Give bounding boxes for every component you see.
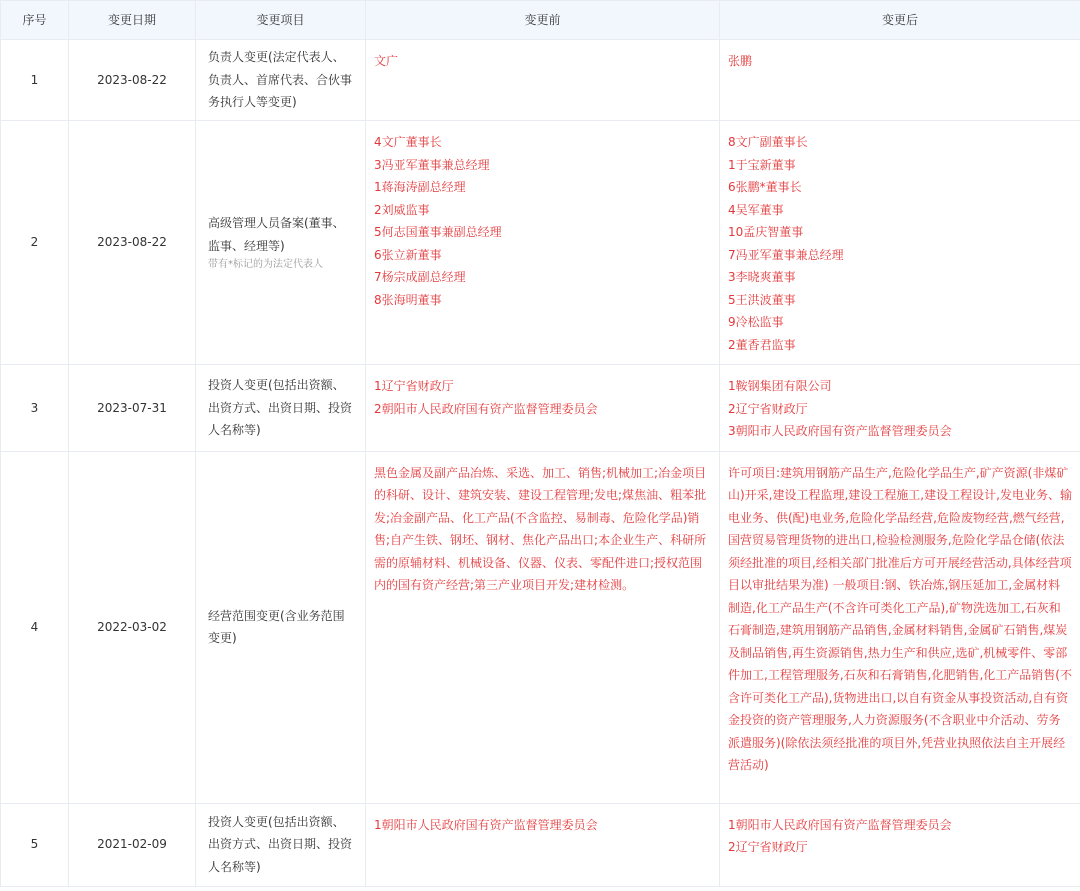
header-date: 变更日期	[69, 1, 196, 40]
row-index: 5	[1, 803, 69, 886]
before-value: 1辽宁省财政厅	[374, 379, 454, 393]
table-row	[1, 40, 1080, 121]
change-item-label: 投资人变更(包括出资额、出资方式、出资日期、投资人名称等)	[208, 814, 353, 874]
before-value: 2刘威监事	[374, 202, 430, 217]
row-before	[366, 121, 720, 365]
before-value: 6张立新董事	[374, 247, 442, 262]
header-index: 序号	[1, 1, 69, 40]
after-value: 7冯亚军董事兼总经理	[728, 247, 844, 262]
after-value: 1鞍钢集团有限公司	[728, 379, 832, 393]
row-item	[196, 40, 366, 121]
before-value: 4文广董事长	[374, 135, 442, 149]
table-header-row	[1, 1, 1080, 40]
header-before: 变更前	[366, 1, 720, 40]
after-value: 2辽宁省财政厅	[728, 401, 808, 416]
table-row	[1, 121, 1080, 365]
row-date: 2023-08-22	[69, 40, 196, 121]
header-item: 变更项目	[196, 1, 366, 40]
after-value: 8文广副董事长	[728, 135, 808, 149]
after-value: 3朝阳市人民政府国有资产监督管理委员会	[728, 424, 952, 438]
after-value: 张鹏	[728, 54, 753, 68]
after-value: 2董香君监事	[728, 337, 796, 352]
after-value: 10孟庆智董事	[728, 225, 804, 239]
after-value: 1于宝新董事	[728, 157, 796, 172]
row-index: 1	[1, 40, 69, 121]
row-date: 2023-07-31	[69, 365, 196, 452]
row-index: 4	[1, 451, 69, 803]
row-before	[366, 803, 720, 886]
row-date: 2022-03-02	[69, 451, 196, 803]
row-after	[720, 121, 1080, 365]
before-value: 2朝阳市人民政府国有资产监督管理委员会	[374, 401, 598, 416]
before-value: 5何志国董事兼副总经理	[374, 225, 502, 239]
before-value: 文广	[374, 54, 399, 68]
row-index: 3	[1, 365, 69, 452]
row-date: 2021-02-09	[69, 803, 196, 886]
table-row	[1, 365, 1080, 452]
row-before	[366, 365, 720, 452]
header-after: 变更后	[720, 1, 1080, 40]
before-value: 1蒋海涛副总经理	[374, 180, 466, 194]
row-before	[366, 451, 720, 803]
after-value: 6张鹏*董事长	[728, 180, 802, 194]
after-value: 5王洪波董事	[728, 292, 796, 307]
before-value: 8张海明董事	[374, 292, 442, 307]
change-item-label: 负责人变更(法定代表人、负责人、首席代表、合伙事务执行人等变更)	[208, 50, 353, 110]
after-value: 9冷松监事	[728, 315, 784, 329]
after-value: 4吴军董事	[728, 202, 784, 217]
change-item-label: 经营范围变更(含业务范围变更)	[208, 608, 345, 645]
before-value: 黑色金属及副产品冶炼、采选、加工、销售;机械加工;冶金项目的科研、设计、建筑安装、建设工程管理;发电;煤焦油、粗苯批发;冶金副产品、化工产品(不含监控、易制毒、危险化学品)销售;自产生铁、钢坯、钢材、焦化产品出口;本企业生产、科研所需的原辅材料、机械设备、仪器、仪表、零配件进口;授权范围内的国有资产经营;第三产业项目开发;建材检测。	[374, 465, 707, 592]
row-after	[720, 40, 1080, 121]
row-index: 2	[1, 121, 69, 365]
row-after	[720, 451, 1080, 803]
row-before	[366, 40, 720, 121]
row-item	[196, 451, 366, 803]
row-item	[196, 365, 366, 452]
row-date: 2023-08-22	[69, 121, 196, 365]
row-item	[196, 121, 366, 365]
row-item	[196, 803, 366, 886]
legal-rep-note: 带有*标记的为法定代表人	[208, 259, 323, 270]
before-value: 7杨宗成副总经理	[374, 270, 466, 284]
change-item-label: 高级管理人员备案(董事、监事、经理等)	[208, 216, 345, 253]
after-value: 许可项目:建筑用钢筋产品生产,危险化学品生产,矿产资源(非煤矿山)开采,建设工程监理,建设工程施工,建设工程设计,发电业务、输电业务、供(配)电业务,危险化学品经营,危险废物经营,燃气经营,国营贸易管理货物的进出口,检验检测服务,危险化学品仓储(依法须经批准的项目,经相关部门批准后方可开展经营活动,具体经营项目以审批结果为准) 一般项目:钢、铁冶炼,钢压延加工,金属材料制造,化工产品生产(不含许可类化工产品),矿物洗选加工,石灰和石膏制造,建筑用钢筋产品销售,金属材料销售,金属矿石销售,煤炭及制品销售,再生资源销售,热力生产和供应,选矿,机械零件、零部件加工,工程管理服务,石灰和石膏销售,化肥销售,化工产品销售(不含许可类化工产品),货物进出口,以自有资金从事投资活动,自有资金投资的资产管理服务,人力资源服务(不含职业中介活动、劳务派遣服务)(除依法须经批准的项目外,凭营业执照依法自主开展经营活动)	[728, 465, 1072, 772]
after-value: 2辽宁省财政厅	[728, 840, 808, 854]
table-row	[1, 803, 1080, 886]
change-item-label: 投资人变更(包括出资额、出资方式、出资日期、投资人名称等)	[208, 378, 353, 437]
table-body	[1, 40, 1080, 887]
after-value: 3李晓爽董事	[728, 270, 796, 284]
after-value: 1朝阳市人民政府国有资产监督管理委员会	[728, 817, 952, 832]
row-after	[720, 365, 1080, 452]
row-after	[720, 803, 1080, 886]
before-value: 1朝阳市人民政府国有资产监督管理委员会	[374, 817, 598, 832]
before-value: 3冯亚军董事兼总经理	[374, 157, 490, 172]
table-row	[1, 451, 1080, 803]
